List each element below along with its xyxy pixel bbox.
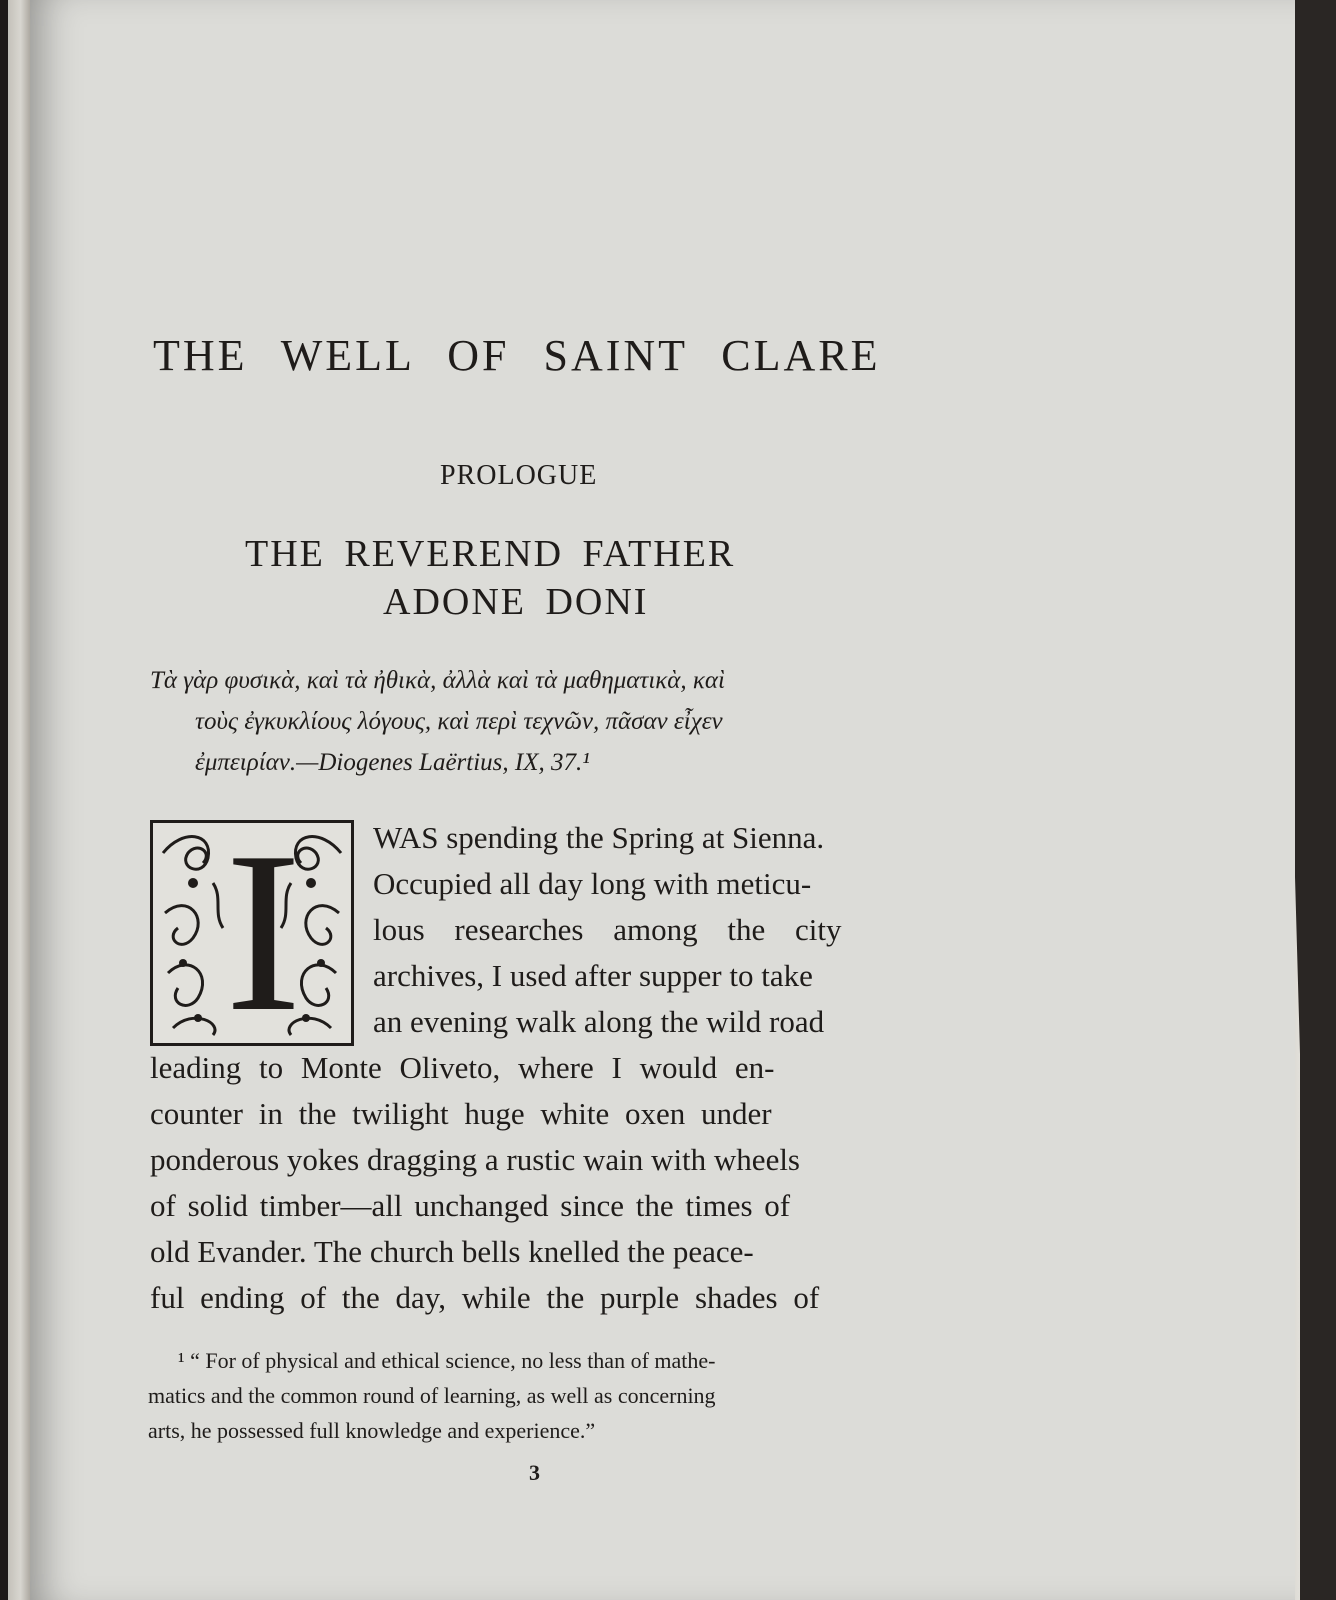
body-line: old Evander. The church bells knelled the peace-	[150, 1234, 754, 1269]
footnote-line: arts, he possessed full knowledge and experience.”	[148, 1418, 596, 1443]
chapter-title-line-1: THE REVEREND FATHER	[245, 533, 736, 575]
body-line-text: Occupied all day long with meticu-	[373, 866, 812, 901]
body-line: WAS spending the Spring at Sienna.	[373, 820, 825, 855]
body-line: counter in the twilight huge white oxen under	[150, 1096, 772, 1131]
epigraph	[150, 660, 920, 783]
body-line: ponderous yokes dragging a rustic wain with wheels	[150, 1142, 801, 1177]
epigraph-line: τοὺς ἐγκυκλίους λόγους, καὶ περὶ τεχνῶν, πᾶσαν εἶχεν	[195, 708, 723, 735]
book-cover-edge	[0, 0, 8, 1600]
body-line: archives, I used after supper to take	[373, 958, 813, 993]
body-line	[373, 861, 925, 907]
epigraph-line: Τὰ γὰρ φυσικὰ, καὶ τὰ ἠθικὰ, ἀλλὰ καὶ τὰ μαθηματικὰ, καὶ	[150, 667, 725, 694]
body-line: leading to Monte Oliveto, where I would en-	[150, 1050, 775, 1085]
body-line: lous researches among the city	[373, 912, 842, 947]
footnote-line: matics and the common round of learning, as well as concerning	[148, 1383, 716, 1408]
section-heading: PROLOGUE	[440, 460, 598, 491]
chapter-title-line-2: ADONE DONI	[383, 581, 649, 623]
footnote-line: ¹ “ For of physical and ethical science, no less than of mathe-	[178, 1348, 716, 1373]
epigraph-line: ἐμπειρίαν.—Diogenes Laërtius, IX, 37.¹	[195, 749, 590, 776]
body-line: of solid timber—all unchanged since the times of	[150, 1188, 791, 1223]
book-title: THE WELL OF SAINT CLARE	[153, 331, 881, 380]
body-paragraph	[150, 804, 925, 1321]
body-line: ful ending of the day, while the purple shades of	[150, 1280, 820, 1315]
page-number: 3	[529, 1460, 540, 1485]
footnote	[148, 1343, 928, 1448]
drop-cap-letter: I	[225, 804, 302, 1059]
body-line: an evening walk along the wild road	[373, 1004, 825, 1039]
